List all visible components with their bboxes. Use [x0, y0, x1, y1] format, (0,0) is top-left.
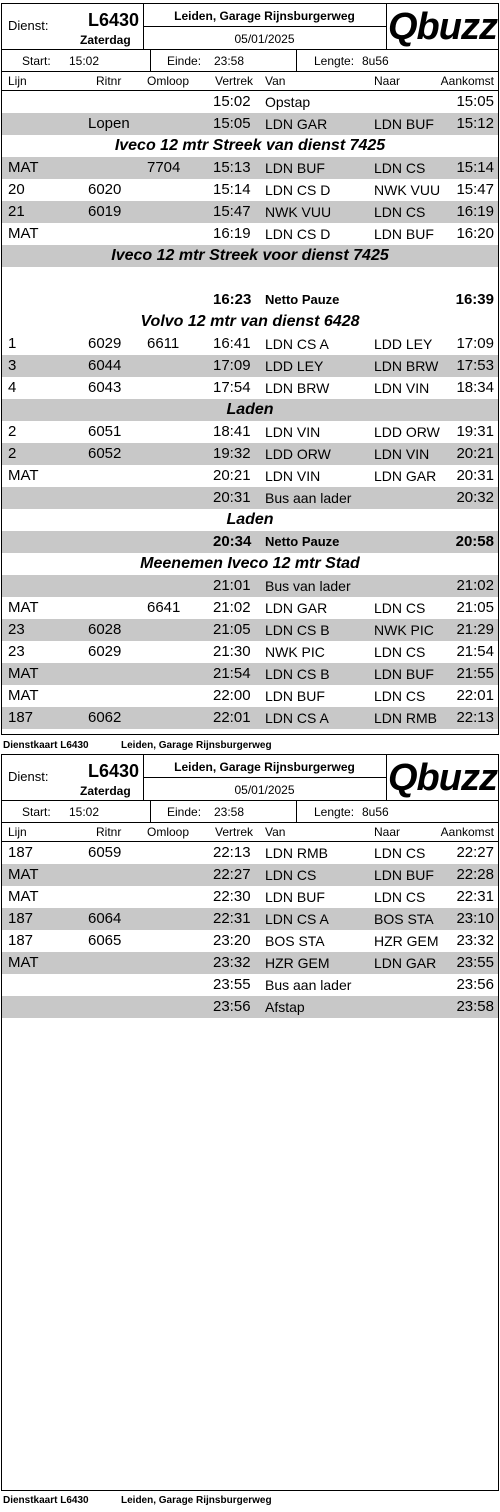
aankomst-cell: 16:19	[456, 203, 494, 220]
van-cell: LDN VIN	[265, 468, 321, 484]
aankomst-cell: 23:55	[456, 954, 494, 971]
start-time: 15:02	[69, 54, 100, 68]
ritnr-cell: Lopen	[88, 115, 130, 132]
van-cell: LDN BRW	[265, 380, 330, 396]
section-title: Meenemen Iveco 12 mtr Stad	[140, 555, 360, 572]
naar-cell: HZR GEM	[374, 933, 439, 949]
vertrek-cell: 22:00	[213, 687, 251, 704]
lijn-cell: MAT	[8, 866, 39, 883]
table-row	[2, 113, 498, 135]
naar-cell: NWK PIC	[374, 622, 434, 638]
table-row	[2, 641, 498, 663]
service-date: 05/01/2025	[234, 32, 295, 46]
vertrek-cell: 15:05	[213, 115, 251, 132]
vertrek-cell: 15:13	[213, 159, 251, 176]
col-lijn: Lijn	[8, 825, 27, 839]
lijn-cell: 2	[8, 445, 17, 462]
footer-location: Leiden, Garage Rijnsburgerweg	[121, 740, 272, 751]
ritnr-cell: 6044	[88, 357, 122, 374]
naar-cell: LDN BUF	[374, 116, 434, 132]
van-cell: BOS STA	[265, 933, 325, 949]
day-label: Zaterdag	[80, 784, 131, 798]
van-cell: LDN CS	[265, 867, 317, 883]
ritnr-cell: 6029	[88, 335, 122, 352]
col-ritnr: Ritnr	[96, 825, 122, 839]
naar-cell: LDN CS	[374, 160, 426, 176]
start-label: Start:	[22, 805, 51, 819]
aankomst-cell: 15:12	[456, 115, 494, 132]
van-cell: LDN BUF	[265, 889, 325, 905]
table-row	[2, 223, 498, 245]
lengte-value: 8u56	[362, 805, 389, 819]
table-row	[2, 597, 498, 619]
van-cell: Bus aan lader	[265, 490, 352, 506]
table-row	[2, 996, 498, 1018]
col-aankomst: Aankomst	[440, 74, 494, 88]
ritnr-cell: 6065	[88, 932, 122, 949]
van-cell: LDN CS A	[265, 710, 329, 726]
aankomst-cell: 16:39	[455, 291, 494, 308]
lijn-cell: MAT	[8, 954, 39, 971]
lijn-cell: MAT	[8, 225, 39, 242]
vertrek-cell: 20:31	[213, 489, 251, 506]
vertrek-cell: 16:41	[213, 335, 251, 352]
lijn-cell: 3	[8, 357, 17, 374]
dienst-label: Dienst:	[8, 769, 49, 784]
col-omloop: Omloop	[147, 74, 190, 88]
aankomst-cell: 15:05	[456, 93, 494, 110]
page-header	[2, 755, 498, 801]
table-row	[2, 663, 498, 685]
ritnr-cell: 6059	[88, 844, 122, 861]
vertrek-cell: 21:30	[213, 643, 251, 660]
section-header	[2, 553, 498, 575]
lijn-cell: 187	[8, 709, 34, 726]
vertrek-cell: 19:32	[213, 445, 251, 462]
van-cell: NWK PIC	[265, 644, 325, 660]
section-header	[2, 311, 498, 333]
col-aankomst: Aankomst	[440, 825, 494, 839]
einde-time: 23:58	[214, 805, 245, 819]
aankomst-cell: 19:31	[456, 423, 494, 440]
aankomst-cell: 23:32	[456, 932, 494, 949]
vertrek-cell: 21:54	[213, 665, 251, 682]
table-row	[2, 355, 498, 377]
omloop-cell: 7704	[147, 159, 181, 176]
footer-location: Leiden, Garage Rijnsburgerweg	[121, 1495, 272, 1506]
vertrek-cell: 15:47	[213, 203, 251, 220]
van-cell: LDD ORW	[265, 446, 331, 462]
aankomst-cell: 15:47	[456, 181, 494, 198]
aankomst-cell: 20:58	[455, 533, 494, 550]
vertrek-cell: 16:23	[213, 291, 252, 308]
section-header	[2, 399, 498, 421]
vertrek-cell: 18:41	[213, 423, 251, 440]
naar-cell: LDD ORW	[374, 424, 440, 440]
naar-cell: LDN BRW	[374, 358, 439, 374]
van-cell: LDD LEY	[265, 358, 324, 374]
lijn-cell: MAT	[8, 599, 39, 616]
vertrek-cell: 15:14	[213, 181, 251, 198]
col-ritnr: Ritnr	[96, 74, 122, 88]
garage-location: Leiden, Garage Rijnsburgerweg	[174, 9, 355, 23]
naar-cell: LDN CS	[374, 204, 426, 220]
aankomst-cell: 17:09	[456, 335, 494, 352]
van-cell: LDN CS D	[265, 226, 331, 242]
lijn-cell: 4	[8, 379, 17, 396]
section-title: Iveco 12 mtr Streek voor dienst 7425	[111, 247, 389, 264]
vertrek-cell: 23:56	[213, 998, 251, 1015]
lijn-cell: 21	[8, 203, 25, 220]
pause-row	[2, 289, 498, 311]
ritnr-cell: 6028	[88, 621, 122, 638]
spacer-row	[2, 267, 498, 289]
lijn-cell: 187	[8, 910, 34, 927]
ritnr-cell: 6062	[88, 709, 122, 726]
table-row	[2, 465, 498, 487]
lijn-cell: 23	[8, 643, 25, 660]
ritnr-cell: 6051	[88, 423, 122, 440]
naar-cell: LDN GAR	[374, 468, 437, 484]
lijn-cell: 187	[8, 844, 34, 861]
dienstkaart-page-2	[1, 754, 499, 1491]
van-cell: LDN CS A	[265, 336, 329, 352]
col-vertrek: Vertrek	[215, 825, 254, 839]
page-header	[2, 4, 498, 50]
table-row	[2, 952, 498, 974]
van-cell: Bus van lader	[265, 578, 351, 594]
aankomst-cell: 22:01	[456, 687, 494, 704]
aankomst-cell: 21:29	[456, 621, 494, 638]
ritnr-cell: 6052	[88, 445, 122, 462]
naar-cell: LDN VIN	[374, 380, 430, 396]
naar-cell: LDD LEY	[374, 336, 433, 352]
einde-time: 23:58	[214, 54, 245, 68]
col-van: Van	[265, 74, 286, 88]
pause-row	[2, 531, 498, 553]
lijn-cell: 1	[8, 335, 17, 352]
van-cell: LDN CS B	[265, 622, 330, 638]
table-row	[2, 443, 498, 465]
table-row	[2, 91, 498, 113]
page-footer	[3, 1495, 272, 1506]
table-row	[2, 707, 498, 729]
van-cell: LDN BUF	[265, 160, 325, 176]
qbuzz-logo: Qbuzz	[388, 757, 497, 799]
naar-cell: LDN GAR	[374, 955, 437, 971]
aankomst-cell: 20:31	[456, 467, 494, 484]
footer-label: Dienstkaart L6430	[3, 740, 89, 751]
table-row	[2, 864, 498, 886]
vertrek-cell: 23:55	[213, 976, 251, 993]
start-label: Start:	[22, 54, 51, 68]
section-title: Laden	[226, 401, 274, 418]
aankomst-cell: 21:05	[456, 599, 494, 616]
naar-cell: LDN CS	[374, 889, 426, 905]
ritnr-cell: 6043	[88, 379, 122, 396]
aankomst-cell: 22:28	[456, 866, 494, 883]
table-row	[2, 575, 498, 597]
column-header	[2, 823, 498, 842]
table-row	[2, 179, 498, 201]
lijn-cell: MAT	[8, 665, 39, 682]
page-footer	[3, 740, 272, 751]
col-omloop: Omloop	[147, 825, 190, 839]
naar-cell: LDN BUF	[374, 666, 434, 682]
vertrek-cell: 17:54	[213, 379, 251, 396]
einde-label: Einde:	[167, 805, 202, 819]
col-naar: Naar	[374, 74, 401, 88]
aankomst-cell: 20:21	[456, 445, 494, 462]
column-header	[2, 72, 498, 91]
aankomst-cell: 17:53	[456, 357, 494, 374]
lengte-value: 8u56	[362, 54, 389, 68]
trip-table	[2, 842, 498, 1018]
lijn-cell: 23	[8, 621, 25, 638]
start-time: 15:02	[69, 805, 100, 819]
naar-cell: LDN CS	[374, 600, 426, 616]
col-vertrek: Vertrek	[215, 74, 254, 88]
lengte-label: Lengte:	[314, 805, 355, 819]
table-row	[2, 685, 498, 707]
aankomst-cell: 23:56	[456, 976, 494, 993]
pause-label: Netto Pauze	[265, 534, 340, 549]
service-date: 05/01/2025	[234, 783, 295, 797]
van-cell: LDN CS A	[265, 911, 329, 927]
table-row	[2, 333, 498, 355]
omloop-cell: 6641	[147, 599, 181, 616]
pause-label: Netto Pauze	[265, 292, 340, 307]
aankomst-cell: 21:02	[456, 577, 494, 594]
shift-times	[2, 50, 498, 72]
aankomst-cell: 20:32	[456, 489, 494, 506]
omloop-cell: 6611	[147, 335, 180, 352]
lijn-cell: MAT	[8, 159, 39, 176]
lijn-cell: 20	[8, 181, 25, 198]
ritnr-cell: 6019	[88, 203, 122, 220]
section-title: Laden	[226, 511, 274, 528]
lijn-cell: 187	[8, 932, 34, 949]
van-cell: Bus aan lader	[265, 977, 352, 993]
aankomst-cell: 15:14	[456, 159, 494, 176]
vertrek-cell: 16:19	[213, 225, 251, 242]
vertrek-cell: 20:21	[213, 467, 251, 484]
lijn-cell: 2	[8, 423, 17, 440]
ritnr-cell: 6029	[88, 643, 122, 660]
aankomst-cell: 22:31	[456, 888, 494, 905]
vertrek-cell: 21:02	[213, 599, 251, 616]
table-row	[2, 377, 498, 399]
dienst-number: L6430	[88, 761, 140, 781]
van-cell: LDN CS D	[265, 182, 331, 198]
naar-cell: LDN BUF	[374, 867, 434, 883]
table-row	[2, 908, 498, 930]
van-cell: LDN VIN	[265, 424, 321, 440]
section-title: Iveco 12 mtr Streek van dienst 7425	[114, 137, 386, 154]
van-cell: NWK VUU	[265, 204, 332, 220]
aankomst-cell: 21:54	[456, 643, 494, 660]
col-naar: Naar	[374, 825, 401, 839]
naar-cell: LDN CS	[374, 644, 426, 660]
van-cell: HZR GEM	[265, 955, 330, 971]
garage-location: Leiden, Garage Rijnsburgerweg	[174, 760, 355, 774]
day-label: Zaterdag	[80, 33, 131, 47]
dienstkaart-page-1	[1, 3, 499, 735]
table-row	[2, 974, 498, 996]
table-row	[2, 157, 498, 179]
vertrek-cell: 20:34	[213, 533, 252, 550]
aankomst-cell: 16:20	[456, 225, 494, 242]
van-cell: LDN GAR	[265, 600, 328, 616]
trip-table	[2, 91, 498, 729]
col-van: Van	[265, 825, 286, 839]
section-title: Volvo 12 mtr van dienst 6428	[140, 313, 360, 330]
aankomst-cell: 22:13	[456, 709, 494, 726]
naar-cell: LDN CS	[374, 845, 426, 861]
table-row	[2, 886, 498, 908]
lijn-cell: MAT	[8, 687, 39, 704]
dienst-number: L6430	[88, 10, 140, 30]
vertrek-cell: 17:09	[213, 357, 251, 374]
footer-label: Dienstkaart L6430	[3, 1495, 89, 1506]
qbuzz-logo: Qbuzz	[388, 6, 497, 48]
aankomst-cell: 23:10	[456, 910, 494, 927]
table-row	[2, 487, 498, 509]
lijn-cell: MAT	[8, 888, 39, 905]
vertrek-cell: 21:01	[213, 577, 251, 594]
vertrek-cell: 22:27	[213, 866, 251, 883]
section-header	[2, 509, 498, 531]
vertrek-cell: 22:01	[213, 709, 251, 726]
naar-cell: LDN BUF	[374, 226, 434, 242]
vertrek-cell: 22:13	[213, 844, 251, 861]
naar-cell: LDN VIN	[374, 446, 430, 462]
ritnr-cell: 6020	[88, 181, 122, 198]
table-row	[2, 421, 498, 443]
vertrek-cell: 22:30	[213, 888, 251, 905]
vertrek-cell: 23:20	[213, 932, 251, 949]
section-header	[2, 135, 498, 157]
vertrek-cell: 21:05	[213, 621, 251, 638]
col-lijn: Lijn	[8, 74, 27, 88]
section-header	[2, 245, 498, 267]
van-cell: LDN CS B	[265, 666, 330, 682]
aankomst-cell: 22:27	[456, 844, 494, 861]
naar-cell: BOS STA	[374, 911, 434, 927]
vertrek-cell: 23:32	[213, 954, 251, 971]
van-cell: Opstap	[265, 94, 311, 110]
vertrek-cell: 15:02	[213, 93, 251, 110]
table-row	[2, 619, 498, 641]
ritnr-cell: 6064	[88, 910, 122, 927]
dienst-label: Dienst:	[8, 18, 49, 33]
naar-cell: NWK VUU	[374, 182, 441, 198]
aankomst-cell: 21:55	[456, 665, 494, 682]
table-row	[2, 201, 498, 223]
van-cell: LDN BUF	[265, 688, 325, 704]
lijn-cell: MAT	[8, 467, 39, 484]
vertrek-cell: 22:31	[213, 910, 251, 927]
naar-cell: LDN CS	[374, 688, 426, 704]
table-row	[2, 930, 498, 952]
van-cell: LDN GAR	[265, 116, 328, 132]
aankomst-cell: 23:58	[456, 998, 494, 1015]
van-cell: Afstap	[265, 999, 305, 1015]
lengte-label: Lengte:	[314, 54, 355, 68]
shift-times	[2, 801, 498, 823]
einde-label: Einde:	[167, 54, 202, 68]
van-cell: LDN RMB	[265, 845, 329, 861]
naar-cell: LDN RMB	[374, 710, 438, 726]
table-row	[2, 842, 498, 864]
aankomst-cell: 18:34	[456, 379, 494, 396]
